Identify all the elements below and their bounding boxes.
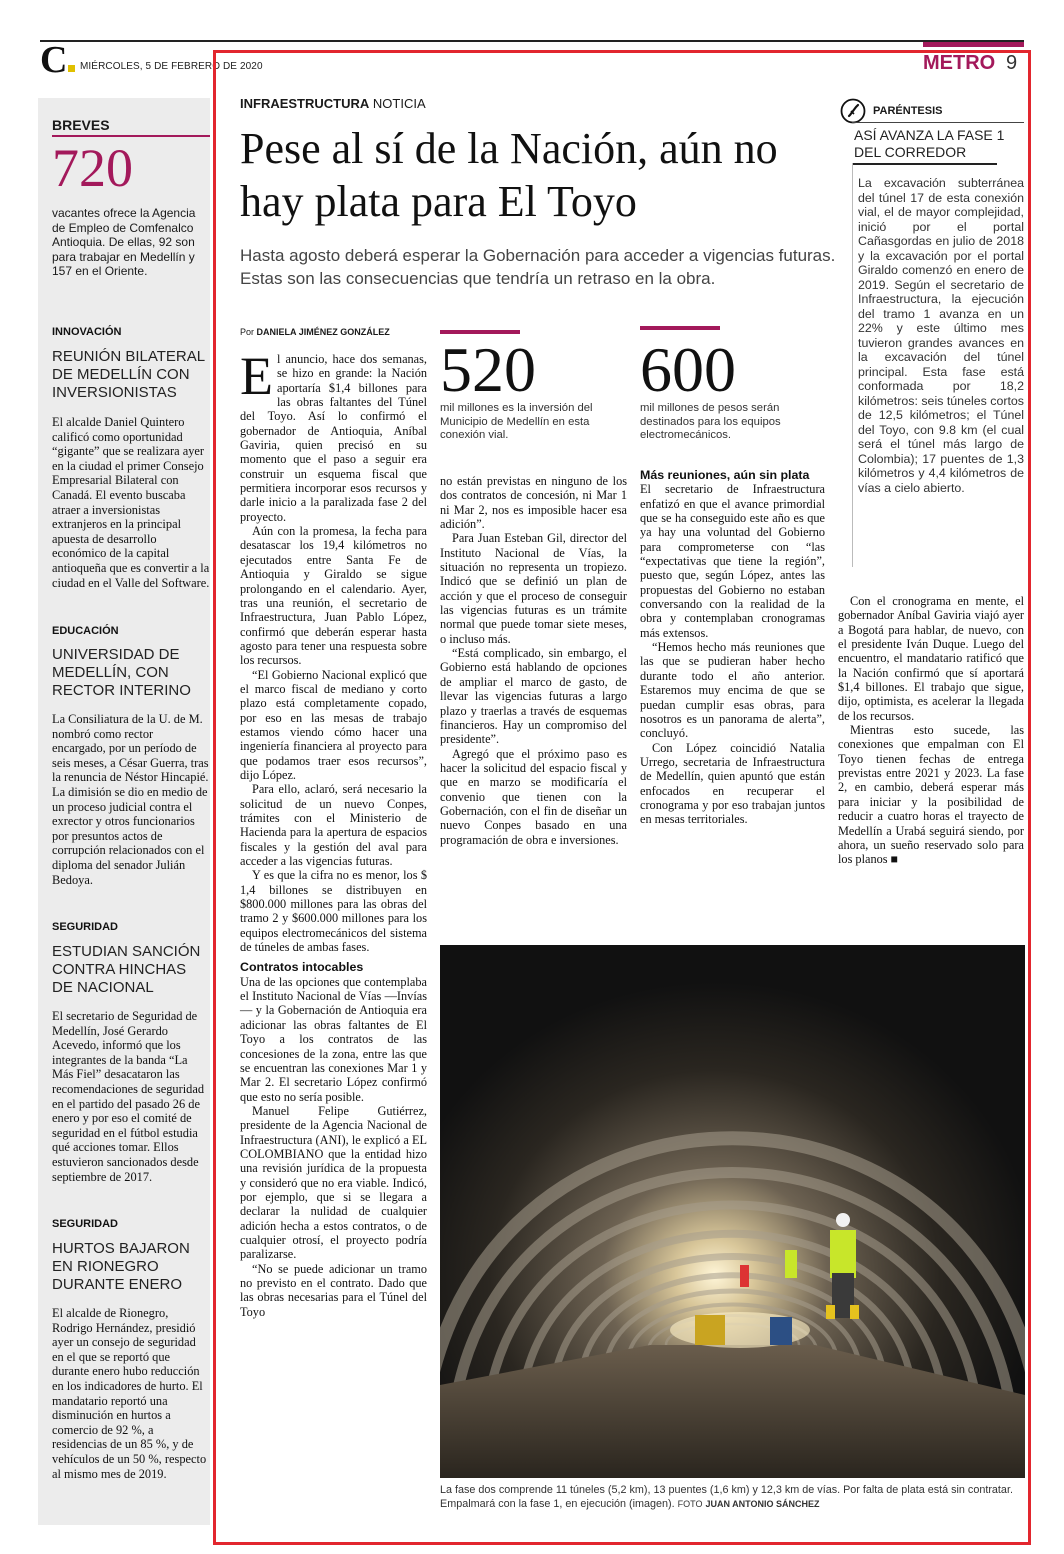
sidebar-label: PARÉNTESIS [873, 105, 943, 117]
brief-body: El alcalde Daniel Quintero calificó como oportunidad “gigante” que se realizara ayer en la ciudad el primer Consejo Empresarial Bilateral con Canadá. El evento buscaba atraer a inversionistas extranjeros en la principal apuesta de desarrollo económico de la capital antioqueña que es convertir a la ciudad en el Valle del Software. [52, 415, 210, 590]
article-paragraph: Mientras esto sucede, las conexiones que empalman con El Toyo tienen fechas de entrega previstas entre 2021 y 2023. La fase 2, en cambio, deberá esperar más para iniciar y la posibilidad de reducir a cuatro horas el trayecto de Medellín a Urabá seguirá siendo, por ahora, un sueño reservado solo para los planos ■ [838, 723, 1024, 867]
photo-credit: JUAN ANTONIO SÁNCHEZ [705, 1499, 820, 1509]
byline-prefix: Por [240, 327, 255, 337]
brief-title: HURTOS BAJARON EN RIONEGRO DURANTE ENERO [52, 1240, 190, 1293]
article-paragraph: El secretario de Infraestructura enfatizó en que el avance primordial que se ha conseguido este año es que ya hay una voluntad del Gobierno para comprometerse con “las “expectativas que tiene la región”, puesto que, según López, antes las propuestas del Gobierno no estaban conversando con la realidad de la obra y contemplaban cronogramas más extensos. [640, 482, 825, 640]
article-subheading: Contratos intocables [240, 960, 364, 975]
article-paragraph: Manuel Felipe Gutiérrez, presidente de la Agencia Nacional de Infraestructura (ANI), le explicó a EL COLOMBIANO que la entidad hizo una revisión jurídica de la propuesta y consideró que no era viable. Indicó, por ejemplo, que si se llegara a declarar la nulidad de cualquier adición hecha a estos contratos, o de cualquier otrosí, el proyecto podría paralizarse. [240, 1103, 427, 1262]
stat-text: mil millones de pesos serán destinados para los equipos electromecánicos. [640, 402, 781, 442]
credit-prefix: FOTO [677, 1499, 703, 1509]
article-paragraph: Una de las opciones que contemplaba el Instituto Nacional de Vías —Invías— y la Gobernación de Antioquia era adicionar las obras faltantes de El Toyo a los contratos de las concesiones de la zona, entre las que se encuentran las conexiones Mar 1 y Mar 2. El secretario López confirmó que esto no sería posible. [240, 974, 427, 1104]
article-paragraph: “No se puede adicionar un tramo no previsto en el contrato. Dado que las obras necesarias para el Túnel del Toyo [240, 1261, 427, 1319]
article-subheading: Más reuniones, aún sin plata [640, 468, 810, 482]
caption-text: La fase dos comprende 11 túneles (5,2 km), 13 puentes (1,6 km) y 12,3 km de vías. Por falta de plata está sin contratar. Empalmará con la fase 1, en ejecución (imagen). [440, 1484, 1013, 1510]
top-rule [40, 40, 1024, 42]
sidebar-title: ASÍ AVANZA LA FASE 1 DEL CORREDOR [854, 127, 1005, 160]
article-paragraph: Aún con la promesa, la fecha para desatascar los 19,4 kilómetros no ejecutados entre Santa Fe de Antioquia y Giraldo se sigue prolongando en el calendario. Ayer, tras una reunión, el secretario de Infraestructura, Juan Pablo López, confirmó que deberán esperar hasta agosto para tener una respuesta sobre los recursos. [240, 524, 427, 668]
stat-number: 600 [640, 334, 736, 405]
drop-cap: E [240, 346, 273, 406]
briefs-big-number: 720 [52, 138, 133, 198]
section-bar [923, 42, 1024, 47]
briefs-rule [52, 135, 210, 137]
logo-dot [68, 65, 75, 72]
section-name: METRO [923, 52, 996, 74]
article-paragraph: “Está complicado, sin embargo, el Gobierno está hablando de opciones de ampliar el marco de gasto, de llevar las vigencias futuras a largo plazo y traerlas a través de esquemas financieros. Hay un compromiso del presidente”. [440, 646, 627, 747]
sidebar-body: La excavación subterránea del túnel 17 de esta conexión vial, el de mayor complejidad, inició por el portal Cañasgordas en julio de 2018 y la excavación por el portal Giraldo comenzó en enero de 2019. Según el secretario de Infraestructura, la ejecución del tramo 1 avanza en un 22% y este último mes tuvieron grandes avances en la excavación del túnel principal. Esta fase está conformada por 18,2 kilómetros: seis túneles cortos de 12,5 kilómetros; el Túnel del Toyo, con 9.8 km (el cual será el túnel más largo de Colombia); 17 puentes de 1,3 kilómetros y 4,4 kilómetros de vías a cielo abierto. [858, 176, 1024, 495]
brief-body: El secretario de Seguridad de Medellín, José Gerardo Acevedo, informó que los integrantes de la banda “La Más Fiel” desacataron las recomendaciones de seguridad en el partido del pasado 26 de enero y por eso el comité de seguridad en el fútbol estudia qué acciones tomar. Ellos estuvieron sancionados desde septiembre de 2017. [52, 1009, 205, 1184]
brief-title: REUNIÓN BILATERAL DE MEDELLÍN CON INVERSIONISTAS [52, 348, 205, 401]
dateline: MIÉRCOLES, 5 DE FEBRERO DE 2020 [80, 61, 263, 72]
brief-section: SEGURIDAD [52, 1218, 119, 1230]
article-paragraph: Con el cronograma en mente, el gobernador Aníbal Gaviria viajó ayer a Bogotá para hablar, de nuevo, con el presidente Iván Duque. Luego del encuentro, el mandatario ratificó que la Nación confirmó que sí aportará $1,4 billones. El trabajo que sigue, dijo, optimista, es acelerar la llegada de los recursos. [838, 594, 1024, 723]
article-paragraph: Para Juan Esteban Gil, director del Instituto Nacional de Vías, la situación no representa un tropiezo. Indicó que se definió un plan de acción y que el proceso de conseguir las vigencias futuras es un trámite normal que puede tomar siete meses, o incluso más. [440, 531, 627, 646]
brief-section: SEGURIDAD [52, 921, 119, 933]
article-paragraph: Y es que la cifra no es menor, los $ 1,4 billones se distribuyen en $800.000 millones para las obras del tramo 2 y $600.000 millones para los equipos electromecánicos del sistema de túneles de ambas fases. [240, 868, 427, 955]
brief-section: INNOVACIÓN [52, 326, 122, 338]
selection-frame [213, 50, 1031, 1545]
article-paragraph: Para ello, aclaró, será necesario la solicitud de un nuevo Conpes, trámites con el Ministerio de Hacienda para la apertura de espacios fiscales y la gestión del aval para acceder a las vigencias futuras. [240, 782, 427, 869]
briefs-big-number-text: vacantes ofrece la Agencia de Empleo de Comfenalco Antioquia. De ellas, 92 son para trabajar en Medellín y 157 en el Oriente. [52, 206, 196, 279]
brief-section: EDUCACIÓN [52, 625, 119, 637]
article-paragraph: Agregó que el próximo paso es hacer la solicitud del espacio fiscal y que en marzo se modificaría el convenio que tienen con la Gobernación, con el fin de diseñar un nuevo Conpes basado en una programación de obra e inversiones. [440, 746, 627, 847]
stat-number: 520 [440, 334, 536, 405]
byline-author: DANIELA JIMÉNEZ GONZÁLEZ [256, 327, 390, 337]
brief-title: ESTUDIAN SANCIÓN CONTRA HINCHAS DE NACIONAL [52, 943, 201, 996]
page-number: 9 [1006, 52, 1018, 74]
stat-text: mil millones es la inversión del Municipio de Medellín en esta conexión vial. [440, 402, 593, 442]
brief-title: UNIVERSIDAD DE MEDELLÍN, CON RECTOR INTERINO [52, 646, 191, 699]
logo-letter: C [40, 39, 68, 81]
kicker-type: NOTICIA [372, 96, 426, 111]
article-paragraph: “El Gobierno Nacional explicó que el marco fiscal de mediano y corto plazo está completamente copado, por eso en las mesas de trabajo estamos viendo cómo hacer una ingeniería financiera al proyecto para que podamos traer esos recursos”, dijo López. [240, 667, 427, 782]
briefs-label: BREVES [52, 117, 110, 133]
article-subhead: Hasta agosto deberá esperar la Gobernación para acceder a vigencias futuras. Estas son las consecuencias que tendría un retraso en la obra. [240, 246, 836, 288]
brief-body: El alcalde de Rionegro, Rodrigo Hernández, presidió ayer un consejo de seguridad en el que se reportó que durante enero hubo reducción en los indicadores de hurto. El mandatario reportó una disminución en hurtos a comercio de 92 %, a residencias de un 85 %, y de vehículos de un 50 %, respecto al mismo mes de 2019. [52, 1306, 207, 1481]
article-paragraph: Con López coincidió Natalia Urrego, secretaria de Infraestructura de Medellín, quien apuntó que están enfocados en recuperar el cronograma y por eso trabajan juntos en mesas territoriales. [640, 740, 825, 827]
paragraph-text: l anuncio, hace dos semanas, se hizo en grande: la Nación aportaría $1,4 billones para las obras faltantes del Túnel del Toyo. Así lo confirmó el gobernador de Antioquia, Aníbal Gaviria, quien precisó en su momento que el paso a seguir era construir un esquema fiscal que permitiera incorporar esos recursos y darle inicio a la paralizada fase 2 del proyecto. [240, 352, 427, 524]
article-paragraph: “Hemos hecho más reuniones que las que se pudieran haber hecho durante todo el año anterior. Estaremos muy encima de que se puedan cumplir esas obras, para nosotros es un panorama de alerta”, concluyó. [640, 640, 825, 741]
newspaper-logo [40, 39, 75, 81]
brief-body: La Consiliatura de la U. de M. nombró como rector encargado, por un período de seis meses, a César Guerra, tras la renuncia de Néstor Hincapié. La dimisión se dio en medio de un proceso judicial contra el exrector y otros funcionarios por presuntos actos de corrupción relacionados con el diploma del senador Julián Bedoya. [52, 712, 209, 887]
article-headline: Pese al sí de la Nación, aún no hay plata para El Toyo [240, 124, 778, 226]
article-paragraph: no están previstas en ninguno de los dos contratos de concesión, ni Mar 1 ni Mar 2, nos es imposible hacer esa adición”. [440, 474, 627, 532]
kicker-section: INFRAESTRUCTURA [240, 96, 370, 111]
